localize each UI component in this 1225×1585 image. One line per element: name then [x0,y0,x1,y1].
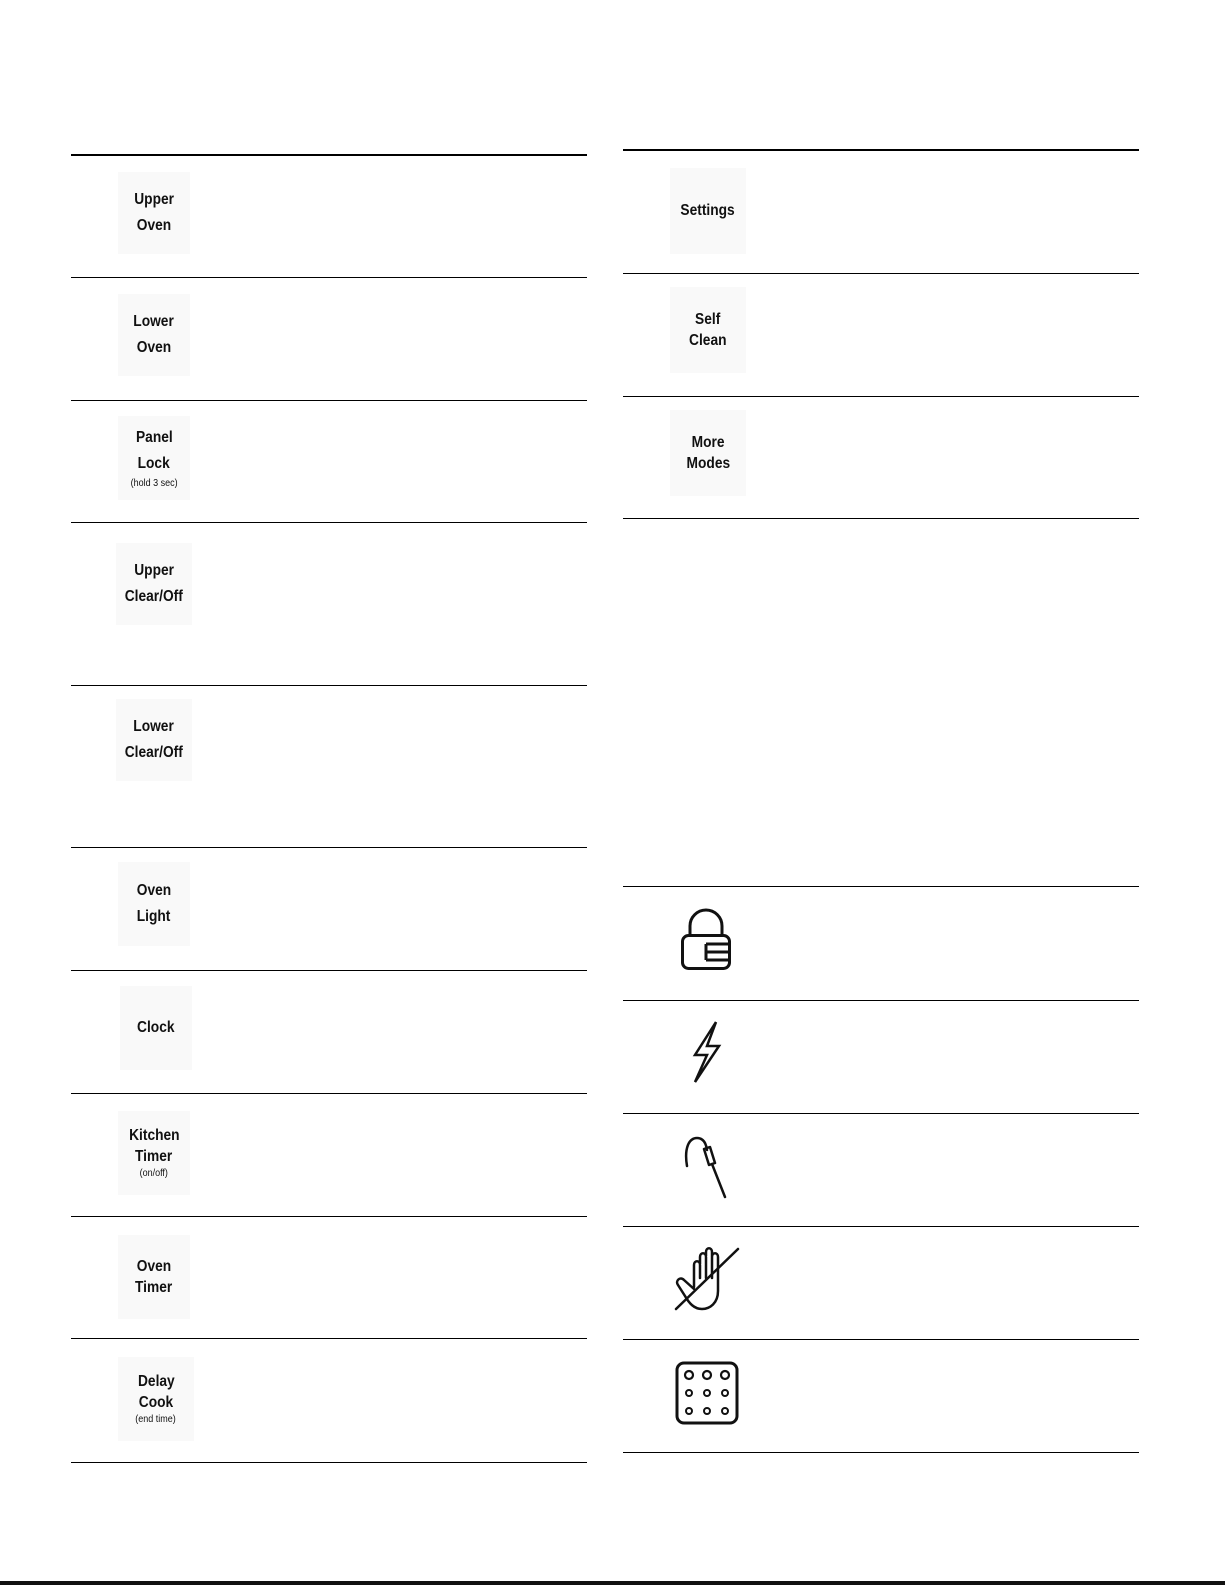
button-label: Panel [135,429,173,446]
row-divider [623,886,1139,887]
button-note: (end time) [135,1414,177,1425]
button-label: Clean [689,332,727,349]
panel-lock-button [118,416,190,500]
lock-icon [676,906,736,974]
button-note: (on/off) [139,1168,169,1179]
row-divider [71,400,587,401]
no-touch-hand-icon [672,1245,742,1315]
table-top-rule [623,149,1139,151]
button-label: Upper [134,562,174,579]
row-divider [71,1462,587,1463]
row-divider [623,1226,1139,1227]
row-divider [623,1113,1139,1114]
button-label: Lock [137,455,171,472]
button-label: Oven [136,1258,172,1275]
lower-clear-off-button [116,699,192,781]
button-label: Upper [134,191,174,208]
button-label: Clear/Off [124,744,184,761]
row-divider [623,273,1139,274]
row-divider [623,1452,1139,1453]
probe-icon [680,1134,732,1200]
settings-button [670,168,746,254]
clock-button [120,986,192,1070]
row-divider [71,685,587,686]
button-label: Clear/Off [124,588,184,605]
upper-oven-button [118,172,190,254]
button-label: More [691,434,725,451]
keypad-icon [674,1360,740,1426]
row-divider [71,970,587,971]
row-divider [71,1338,587,1339]
page-bottom-bar [0,1581,1225,1585]
button-note: (hold 3 sec) [130,478,178,489]
row-divider [71,522,587,523]
button-label: Delay [137,1373,175,1390]
oven-light-button [118,862,190,946]
row-divider [623,1000,1139,1001]
button-label: Settings [680,202,736,219]
button-label: Oven [136,217,172,234]
row-divider [71,277,587,278]
row-divider [623,396,1139,397]
self-clean-button [670,287,746,373]
button-label: Modes [686,455,730,472]
upper-clear-off-button [116,543,192,625]
button-label: Oven [136,339,172,356]
more-modes-button [670,410,746,496]
row-divider [623,518,1139,519]
button-label: Timer [135,1279,173,1296]
delay-cook-button [118,1357,194,1441]
button-label: Light [137,908,171,925]
button-label: Timer [135,1148,173,1165]
button-label: Cook [138,1394,174,1411]
row-divider [71,1216,587,1217]
button-label: Clock [137,1019,175,1036]
button-label: Lower [133,718,175,735]
table-top-rule [71,154,587,156]
lower-oven-button [118,294,190,376]
oven-timer-button [118,1235,190,1319]
button-label: Self [695,311,721,328]
button-label: Kitchen [128,1127,180,1144]
button-label: Oven [136,882,172,899]
row-divider [71,1093,587,1094]
row-divider [71,847,587,848]
kitchen-timer-button [118,1111,190,1195]
button-label: Lower [133,313,175,330]
lightning-bolt-icon [688,1019,724,1085]
row-divider [623,1339,1139,1340]
